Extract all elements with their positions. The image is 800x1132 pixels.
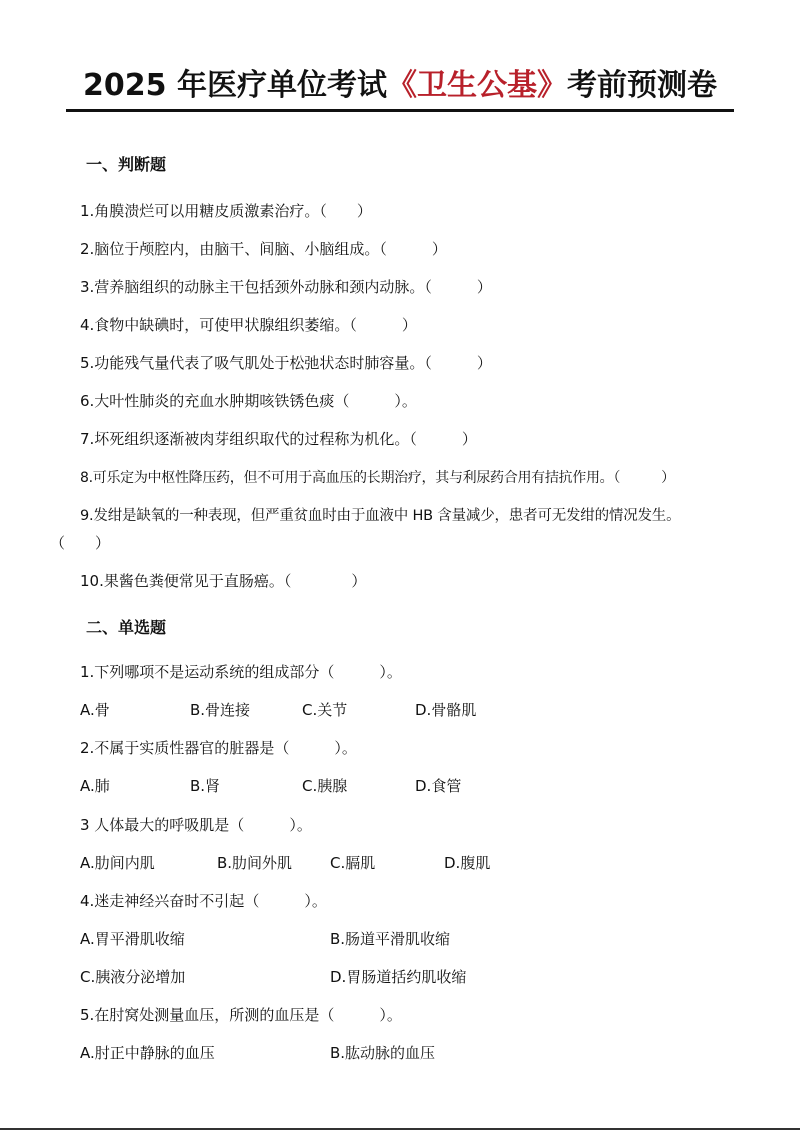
single-q4-option-d: D.胃肠道括约肌收缩: [330, 968, 467, 986]
single-q3-option-a: A.肋间内肌: [80, 854, 155, 872]
title-underline: [66, 109, 734, 112]
single-q3-option-c: C.膈肌: [330, 854, 376, 872]
single-q5-stem: 5.在肘窝处测量血压，所测的血压是（ ）。: [80, 1006, 402, 1024]
single-q4-stem: 4.迷走神经兴奋时不引起（ ）。: [80, 892, 327, 910]
page-title: [0, 60, 800, 104]
judge-item-1: 1.角膜溃烂可以用糖皮质激素治疗。（ ）: [80, 202, 372, 220]
single-q1-option-d: D.骨骼肌: [415, 701, 477, 719]
single-q2-stem: 2.不属于实质性器官的脏器是（ ）。: [80, 739, 357, 757]
single-q3-option-b: B.肋间外肌: [217, 854, 293, 872]
single-q1-option-b: B.骨连接: [190, 701, 251, 719]
single-q3-option-d: D.腹肌: [444, 854, 491, 872]
judge-item-2: 2.脑位于颅腔内，由脑干、间脑、小脑组成。（ ）: [80, 240, 447, 258]
section-heading-single: 二、单选题: [86, 618, 167, 637]
single-q4-option-b: B.肠道平滑肌收缩: [330, 930, 451, 948]
judge-item-9-bracket: （ ）: [50, 534, 111, 552]
judge-item-4: 4.食物中缺碘时，可使甲状腺组织萎缩。（ ）: [80, 316, 417, 334]
title-suffix: 考前预测卷: [566, 68, 717, 103]
single-q5-option-b: B.肱动脉的血压: [330, 1044, 436, 1062]
judge-item-7: 7.坏死组织逐渐被肉芽组织取代的过程称为机化。（ ）: [80, 430, 477, 448]
title-highlight: 《卫生公基》: [386, 68, 567, 103]
single-q2-option-c: C.胰腺: [302, 777, 348, 795]
judge-item-6: 6.大叶性肺炎的充血水肿期咳铁锈色痰（ ）。: [80, 392, 417, 410]
judge-item-5: 5.功能残气量代表了吸气肌处于松弛状态时肺容量。（ ）: [80, 354, 492, 372]
single-q2-option-a: A.肺: [80, 777, 110, 795]
single-q5-option-a: A.肘正中静脉的血压: [80, 1044, 215, 1062]
section-heading-judge: 一、判断题: [86, 155, 167, 174]
title-prefix: 2025 年医疗单位考试: [83, 68, 387, 103]
single-q3-stem: 3 人体最大的呼吸肌是（ ）。: [80, 816, 312, 834]
single-q1-option-a: A.骨: [80, 701, 110, 719]
single-q1-option-c: C.关节: [302, 701, 348, 719]
judge-item-9: 9.发绀是缺氧的一种表现，但严重贫血时由于血液中 HB 含量减少，患者可无发绀的情况发生。: [80, 508, 681, 524]
single-q4-option-c: C.胰液分泌增加: [80, 968, 186, 986]
single-q2-option-b: B.肾: [190, 777, 221, 795]
page-bottom-edge: [0, 1128, 800, 1130]
judge-item-3: 3.营养脑组织的动脉主干包括颈外动脉和颈内动脉。（ ）: [80, 278, 492, 296]
single-q4-option-a: A.胃平滑肌收缩: [80, 930, 185, 948]
judge-item-8: 8.可乐定为中枢性降压药，但不可用于高血压的长期治疗，其与利尿药合用有拮抗作用。（ ）: [80, 470, 675, 486]
single-q2-option-d: D.食管: [415, 777, 462, 795]
judge-item-10: 10.果酱色粪便常见于直肠癌。（ ）: [80, 572, 367, 590]
single-q1-stem: 1.下列哪项不是运动系统的组成部分（ ）。: [80, 663, 402, 681]
